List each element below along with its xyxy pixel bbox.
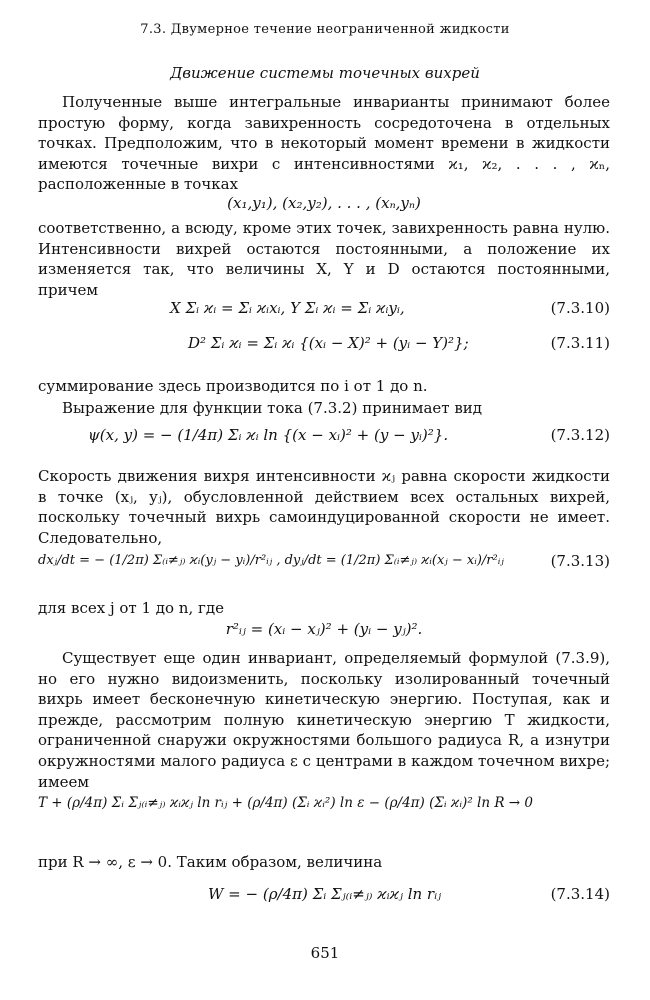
equation-7-3-12 — [38, 425, 610, 447]
equation-body: T + (ρ/4π) Σᵢ Σⱼ₍ᵢ≠ⱼ₎ ϰᵢϰⱼ ln rᵢⱼ + (ρ/4π) (Σᵢ ϰᵢ²) ln ε − (ρ/4π) (Σᵢ ϰᵢ)² ln R → 0 — [38, 795, 533, 811]
paragraph-intro: Полученные выше интегральные инварианты принимают более простую форму, когда завихренность сосредоточена в отдельных точках. Предположим, что в некоторый момент времени в жидкости имеются точечные вихри с интенсивностями ϰ₁, ϰ₂, . . . , ϰₙ, расположенные в точках — [38, 93, 610, 194]
paragraph-summation: суммирование здесь производится по i от 1 до n. — [38, 377, 428, 395]
paragraph-energy: Существует еще один инвариант, определяемый формулой (7.3.9), но его нужно видоизменить, поскольку изолированный точечный вихрь имеет бесконечную кинетическую энергию. Поступая, как и прежде, рассмотрим полную кинетическую энергию T жидкости, ограниченной снаружи окружностями большого радиуса R, а изнутри окружностями малого радиуса ε с центрами в каждом точечном вихре; имеем — [38, 649, 610, 791]
equation-number: (7.3.14) — [550, 885, 610, 903]
running-header: 7.3. Двумерное течение неограниченной жидкости — [140, 22, 510, 37]
paragraph-conditions: соответственно, а всюду, кроме этих точек, завихренность равна нулю. Интенсивности вихрей остаются постоянными, а положение их изменяется так, что величины X, Y и D остаются постоянными, причем — [38, 219, 610, 299]
equation-body: dxⱼ/dt = − (1/2π) Σ₍ᵢ≠ⱼ₎ ϰᵢ(yⱼ − yᵢ)/r²ᵢⱼ , dyⱼ/dt = (1/2π) Σ₍ᵢ≠ⱼ₎ ϰᵢ(xⱼ − xᵢ)/r²ᵢⱼ — [38, 553, 504, 568]
equation-7-3-14 — [38, 884, 610, 906]
equation-energy-limit — [38, 793, 610, 815]
equation-number: (7.3.12) — [550, 426, 610, 444]
equation-7-3-11 — [38, 333, 610, 355]
equation-body: X Σᵢ ϰᵢ = Σᵢ ϰᵢxᵢ, Y Σᵢ ϰᵢ = Σᵢ ϰᵢyᵢ, — [170, 299, 405, 317]
paragraph-stream-function: Выражение для функции тока (7.3.2) принимает вид — [62, 399, 483, 417]
section-title: Движение системы точечных вихрей — [170, 64, 480, 82]
equation-number: (7.3.10) — [550, 299, 610, 317]
equation-body: ψ(x, y) = − (1/4π) Σᵢ ϰᵢ ln {(x − xᵢ)² + (y − yᵢ)²}. — [88, 426, 449, 444]
points-list: (x₁,y₁), (x₂,y₂), . . . , (xₙ,yₙ) — [227, 194, 421, 212]
equation-7-3-13 — [38, 551, 610, 573]
paragraph-for-all-j: для всех j от 1 до n, где — [38, 599, 224, 617]
equation-rij: r²ᵢⱼ = (xᵢ − xⱼ)² + (yᵢ − yⱼ)². — [225, 620, 423, 638]
equation-body: D² Σᵢ ϰᵢ = Σᵢ ϰᵢ {(xᵢ − X)² + (yᵢ − Y)²}; — [188, 334, 469, 352]
page-number: 651 — [310, 944, 340, 962]
paragraph-velocity: Скорость движения вихря интенсивности ϰⱼ равна скорости жидкости в точке (xⱼ, yⱼ), обусловленной действием всех остальных вихрей, поскольку точечный вихрь самоиндуцированной скорости не имеет. Следовательно, — [38, 467, 610, 547]
paragraph-limit: при R → ∞, ε → 0. Таким образом, величина — [38, 853, 383, 871]
equation-number: (7.3.13) — [550, 552, 610, 570]
equation-number: (7.3.11) — [550, 334, 610, 352]
equation-body: W = − (ρ/4π) Σᵢ Σⱼ₍ᵢ≠ⱼ₎ ϰᵢϰⱼ ln rᵢⱼ — [208, 885, 442, 903]
equation-7-3-10 — [38, 298, 610, 320]
